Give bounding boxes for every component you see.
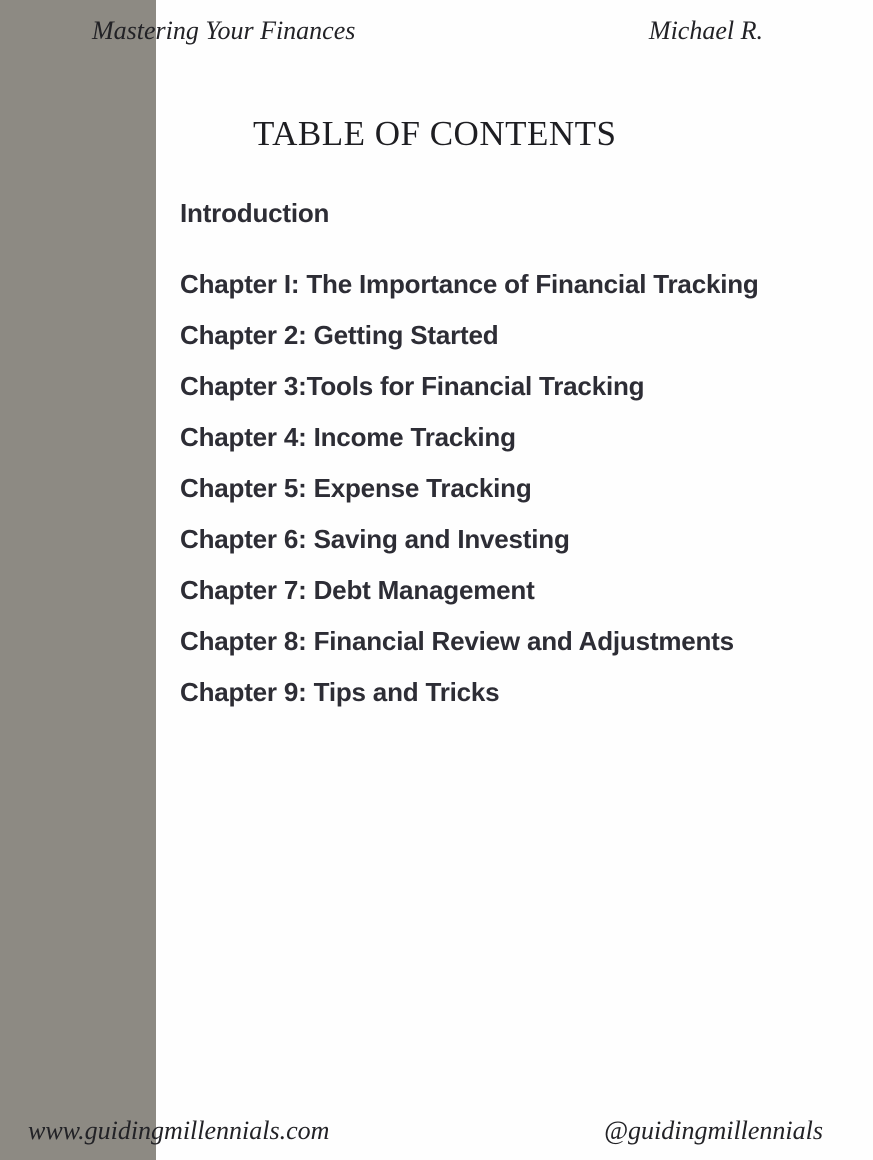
toc-heading: TABLE OF CONTENTS [253,114,617,153]
toc-chapter-item: Chapter 7: Debt Management [180,575,535,605]
toc-chapter-item: Chapter 9: Tips and Tricks [180,677,500,707]
author-name: Michael R. [648,16,763,45]
book-title: Mastering Your Finances [92,16,356,45]
toc-chapter-item: Chapter 2: Getting Started [180,320,499,350]
website-url: www.guidingmillennials.com [28,1116,330,1145]
toc-chapter-item: Chapter 6: Saving and Investing [180,524,570,554]
toc-list [180,188,759,718]
toc-chapter-item: Chapter 8: Financial Review and Adjustments [180,626,734,656]
page-header [92,16,763,46]
page-footer [28,1116,823,1146]
toc-item-introduction: Introduction [180,198,330,228]
toc-chapter-item: Chapter 5: Expense Tracking [180,473,532,503]
social-handle: @guidingmillennials [604,1116,823,1145]
sidebar-accent-bar [0,0,156,1160]
toc-chapter-item: Chapter 4: Income Tracking [180,422,516,452]
toc-chapter-item: Chapter 3:Tools for Financial Tracking [180,371,645,401]
toc-chapter-item: Chapter I: The Importance of Financial Tracking [180,269,759,299]
